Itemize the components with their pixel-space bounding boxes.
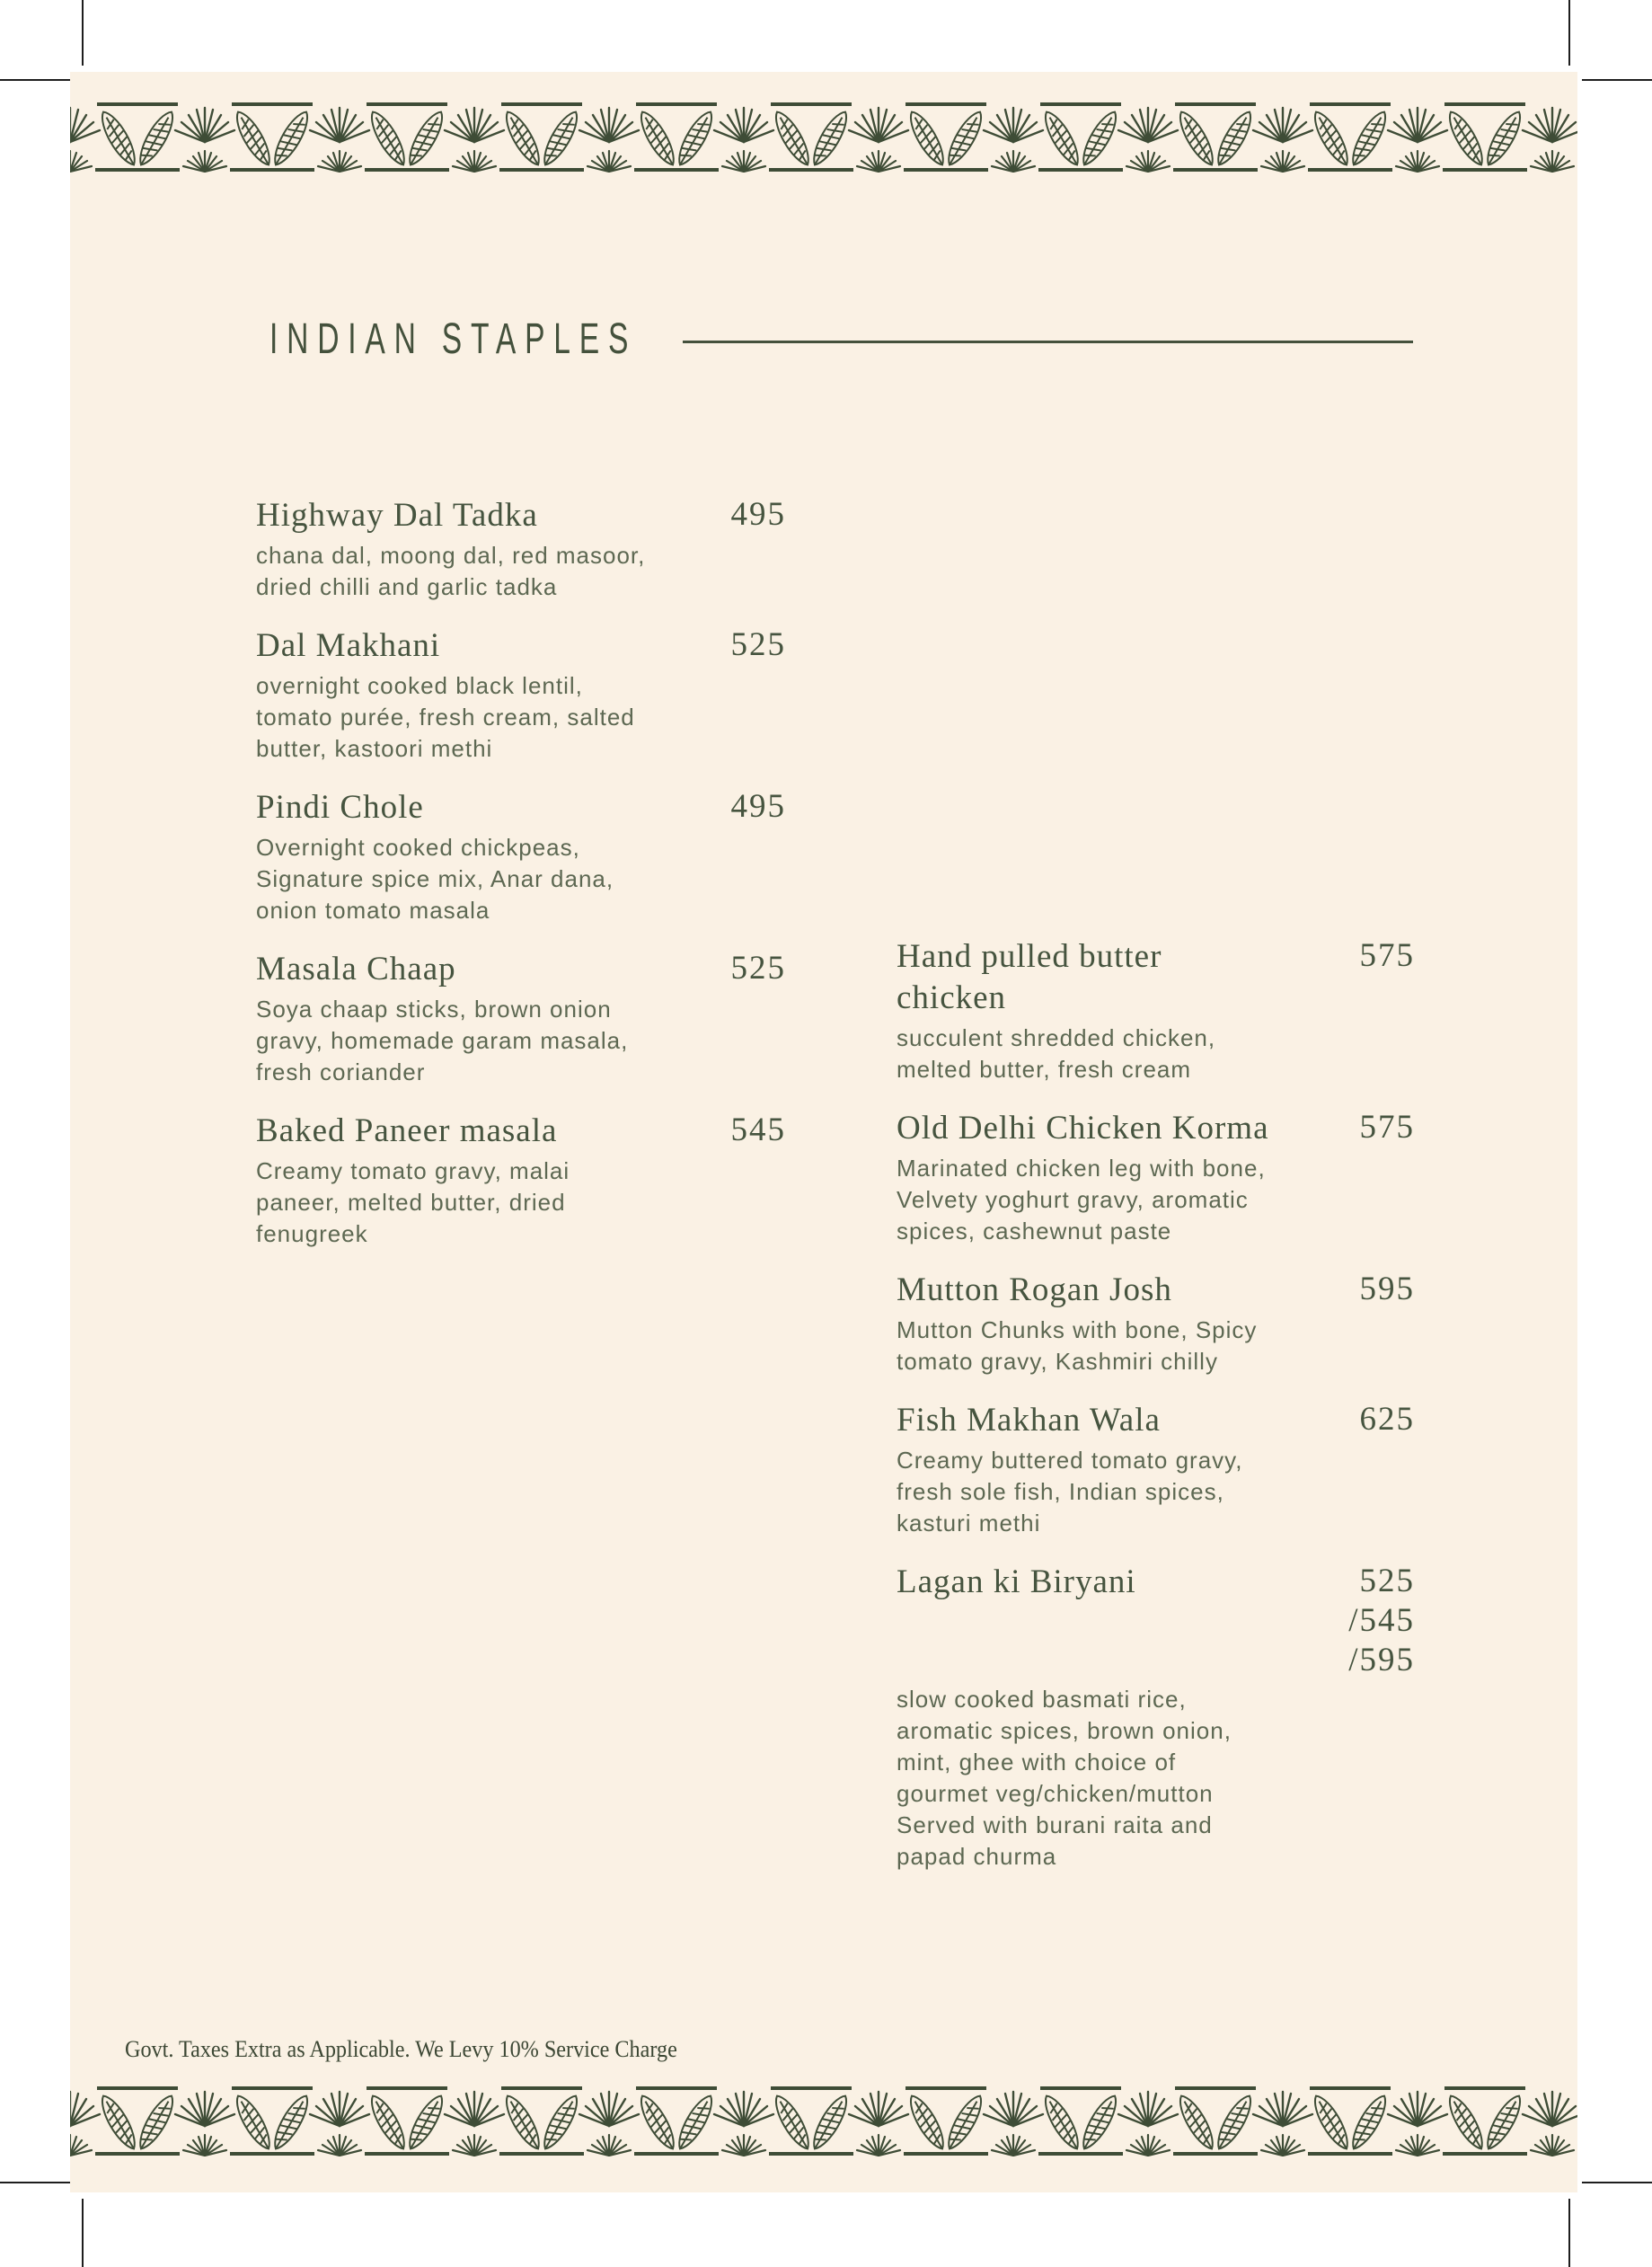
- item-name: Mutton Rogan Josh: [897, 1271, 1172, 1308]
- menu-item: [256, 787, 786, 926]
- crop-mark: [82, 0, 84, 66]
- menu-item: [897, 1400, 1415, 1539]
- menu-item: [256, 1111, 786, 1250]
- item-price: 495: [730, 788, 786, 825]
- item-description: Marinated chicken leg with bone, Velvety yoghurt gravy, aromatic spices, cashewnut paste: [897, 1155, 1266, 1244]
- menu-item: [897, 936, 1415, 1085]
- item-description: chana dal, moong dal, red masoor, dried chilli and garlic tadka: [256, 542, 646, 600]
- crop-mark: [0, 2182, 70, 2183]
- menu-item: [897, 1270, 1415, 1377]
- item-name: Dal Makhani: [256, 627, 441, 664]
- item-name: Fish Makhan Wala: [897, 1402, 1161, 1439]
- item-description: Creamy tomato gravy, malai paneer, melted butter, dried fenugreek: [256, 1157, 570, 1247]
- crop-mark: [82, 2199, 84, 2267]
- crop-mark: [1568, 2199, 1570, 2267]
- item-description: Creamy buttered tomato gravy, fresh sole fish, Indian spices, kasturi methi: [897, 1447, 1243, 1536]
- item-price: 525: [730, 626, 786, 663]
- menu-column-left: [256, 495, 786, 1272]
- menu-column-right: [897, 936, 1415, 1895]
- item-price: 545: [730, 1111, 786, 1148]
- crop-mark: [1568, 0, 1570, 66]
- footer-note: Govt. Taxes Extra as Applicable. We Levy 10% Service Charge: [125, 2036, 677, 2062]
- item-description: Soya chaap sticks, brown onion gravy, homemade garam masala, fresh coriander: [256, 996, 629, 1085]
- item-description: succulent shredded chicken, melted butter, fresh cream: [897, 1024, 1216, 1083]
- leaf-border-pattern-bottom: [70, 2085, 1577, 2156]
- item-description: Overnight cooked chickpeas, Signature spice mix, Anar dana, onion tomato masala: [256, 834, 614, 924]
- title-divider-line: [683, 341, 1413, 343]
- item-name: Pindi Chole: [256, 789, 424, 826]
- item-description: slow cooked basmati rice, aromatic spices, brown onion, mint, ghee with choice of gourmet veg/chicken/mutton Served with burani raita and papad churma: [897, 1686, 1232, 1870]
- item-name: Old Delhi Chicken Korma: [897, 1110, 1269, 1147]
- item-price: 595: [1359, 1271, 1415, 1307]
- item-name: Hand pulled butter chicken: [897, 938, 1162, 1016]
- item-name: Baked Paneer masala: [256, 1112, 558, 1149]
- item-price: 575: [1359, 1109, 1415, 1146]
- item-description: Mutton Chunks with bone, Spicy tomato gravy, Kashmiri chilly: [897, 1316, 1258, 1375]
- menu-item: [256, 495, 786, 603]
- item-price: 575: [1359, 937, 1415, 974]
- section-title: INDIAN STAPLES: [269, 315, 638, 363]
- item-price: 525 /545 /595: [1348, 1563, 1415, 1678]
- menu-item: [897, 1562, 1415, 1873]
- item-name: Highway Dal Tadka: [256, 497, 538, 534]
- menu-item: [897, 1108, 1415, 1247]
- item-price: 495: [730, 496, 786, 533]
- crop-mark: [0, 79, 70, 81]
- menu-page: [70, 72, 1577, 2192]
- item-name: Lagan ki Biryani: [897, 1563, 1136, 1600]
- menu-item: [256, 949, 786, 1088]
- crop-mark: [1582, 79, 1652, 81]
- item-price: 625: [1359, 1401, 1415, 1438]
- item-price: 525: [730, 950, 786, 987]
- item-name: Masala Chaap: [256, 951, 456, 987]
- crop-mark: [1582, 2182, 1652, 2183]
- item-description: overnight cooked black lentil, tomato purée, fresh cream, salted butter, kastoori methi: [256, 672, 635, 762]
- leaf-border-pattern-top: [70, 101, 1577, 173]
- menu-item: [256, 625, 786, 765]
